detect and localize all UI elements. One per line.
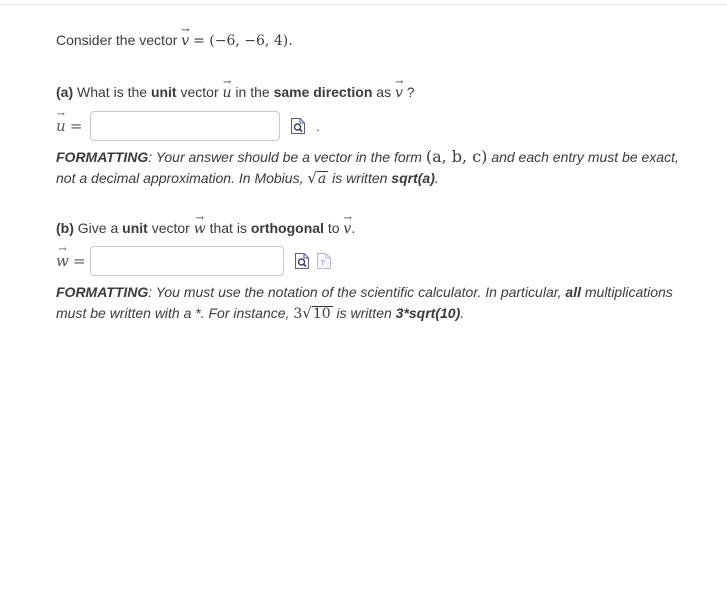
- part-b-formatting-note: FORMATTING: You must use the notation of the scientific calculator. In particular, all multiplications must be written with a *. For instance, 3√10 is written 3*sqrt(10).: [56, 282, 696, 325]
- part-b-answer-input[interactable]: [90, 246, 284, 276]
- preview-icon[interactable]: [290, 117, 306, 135]
- part-a-answer-row: → u = .: [56, 108, 320, 144]
- vector-v-symbol: → v: [343, 213, 352, 237]
- preview-icon[interactable]: [294, 252, 310, 270]
- top-divider: [0, 4, 727, 5]
- part-a-formatting-note: FORMATTING: Your answer should be a vector in the form (a, b, c) and each entry must be exact, not a decimal approximation. In Mobius, √a is written sqrt(a).: [56, 146, 696, 190]
- sqrt-a-expression: √a: [307, 169, 327, 187]
- sqrt-10-expression: 3√10: [293, 304, 331, 322]
- problem-intro: Consider the vector → v = (−6, −6, 4).: [56, 25, 293, 49]
- vector-w-symbol: → w: [193, 213, 206, 237]
- part-b-answer-row: [56, 243, 338, 279]
- formula-icon[interactable]: [316, 252, 332, 270]
- vector-v-symbol: → v: [181, 25, 190, 49]
- part-b-lhs: → w =: [56, 244, 86, 270]
- part-b-question: (b) Give a unit vector → w that is orthogonal to → v.: [56, 213, 356, 237]
- vector-u-symbol: → u: [222, 77, 232, 101]
- part-a-answer-input[interactable]: [90, 111, 280, 141]
- part-a-question: (a) What is the unit vector → u in the same direction as → v ?: [56, 77, 415, 101]
- vector-v-symbol: → v: [394, 77, 404, 101]
- vector-v-value: = (−6, −6, 4).: [193, 33, 293, 49]
- part-a-lhs: → u =: [56, 109, 83, 135]
